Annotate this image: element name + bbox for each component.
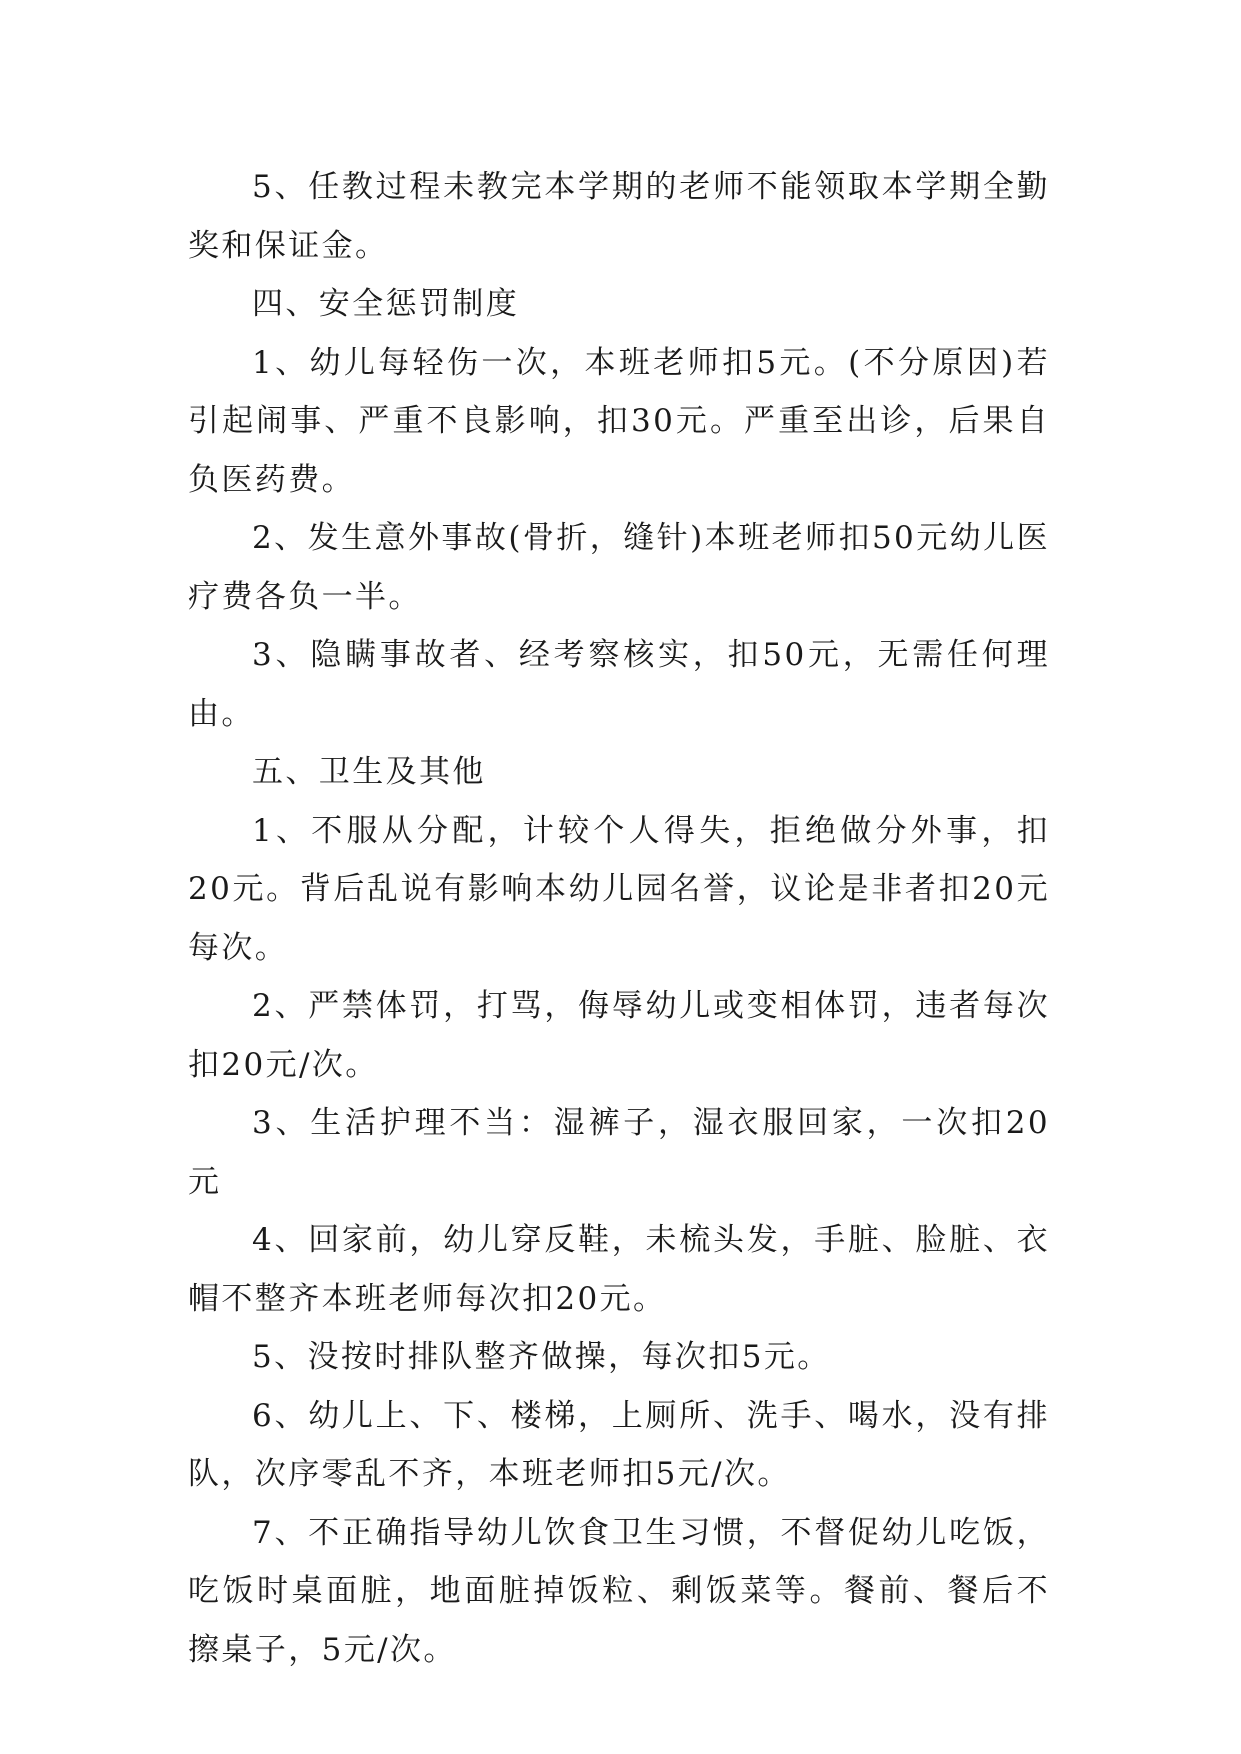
paragraph-attendance-5: 5、任教过程未教完本学期的老师不能领取本学期全勤奖和保证金。	[188, 169, 1050, 264]
paragraph-hygiene-6: 6、幼儿上、下、楼梯，上厕所、洗手、喝水，没有排队，次序零乱不齐，本班老师扣5元/次。	[188, 1397, 1050, 1492]
paragraph-safety-1: 1、幼儿每轻伤一次，本班老师扣5元。(不分原因)若引起闹事、严重不良影响，扣30元。严重至出诊，后果自负医药费。	[188, 344, 1050, 498]
paragraph-safety-2: 2、发生意外事故(骨折，缝针)本班老师扣50元幼儿医疗费各负一半。	[188, 520, 1050, 615]
paragraph-hygiene-4: 4、回家前，幼儿穿反鞋，未梳头发，手脏、脸脏、衣帽不整齐本班老师每次扣20元。	[188, 1222, 1050, 1317]
section-heading-safety-penalties: 四、安全惩罚制度	[252, 286, 520, 322]
document-body	[188, 158, 1050, 1679]
paragraph-hygiene-5: 5、没按时排队整齐做操，每次扣5元。	[252, 1339, 831, 1375]
paragraph-safety-3: 3、隐瞒事故者、经考察核实，扣50元，无需任何理由。	[188, 637, 1050, 732]
paragraph-hygiene-2: 2、严禁体罚，打骂，侮辱幼儿或变相体罚，违者每次扣20元/次。	[188, 988, 1050, 1083]
paragraph-hygiene-1: 1、不服从分配，计较个人得失，拒绝做分外事，扣20元。背后乱说有影响本幼儿园名誉，议论是非者扣20元每次。	[188, 812, 1050, 966]
section-heading-hygiene-other: 五、卫生及其他	[252, 754, 486, 790]
paragraph-hygiene-7: 7、不正确指导幼儿饮食卫生习惯，不督促幼儿吃饭，吃饭时桌面脏，地面脏掉饭粒、剩饭菜等。餐前、餐后不擦桌子，5元/次。	[188, 1514, 1050, 1668]
paragraph-hygiene-3: 3、生活护理不当：湿裤子，湿衣服回家，一次扣20元	[188, 1105, 1050, 1200]
